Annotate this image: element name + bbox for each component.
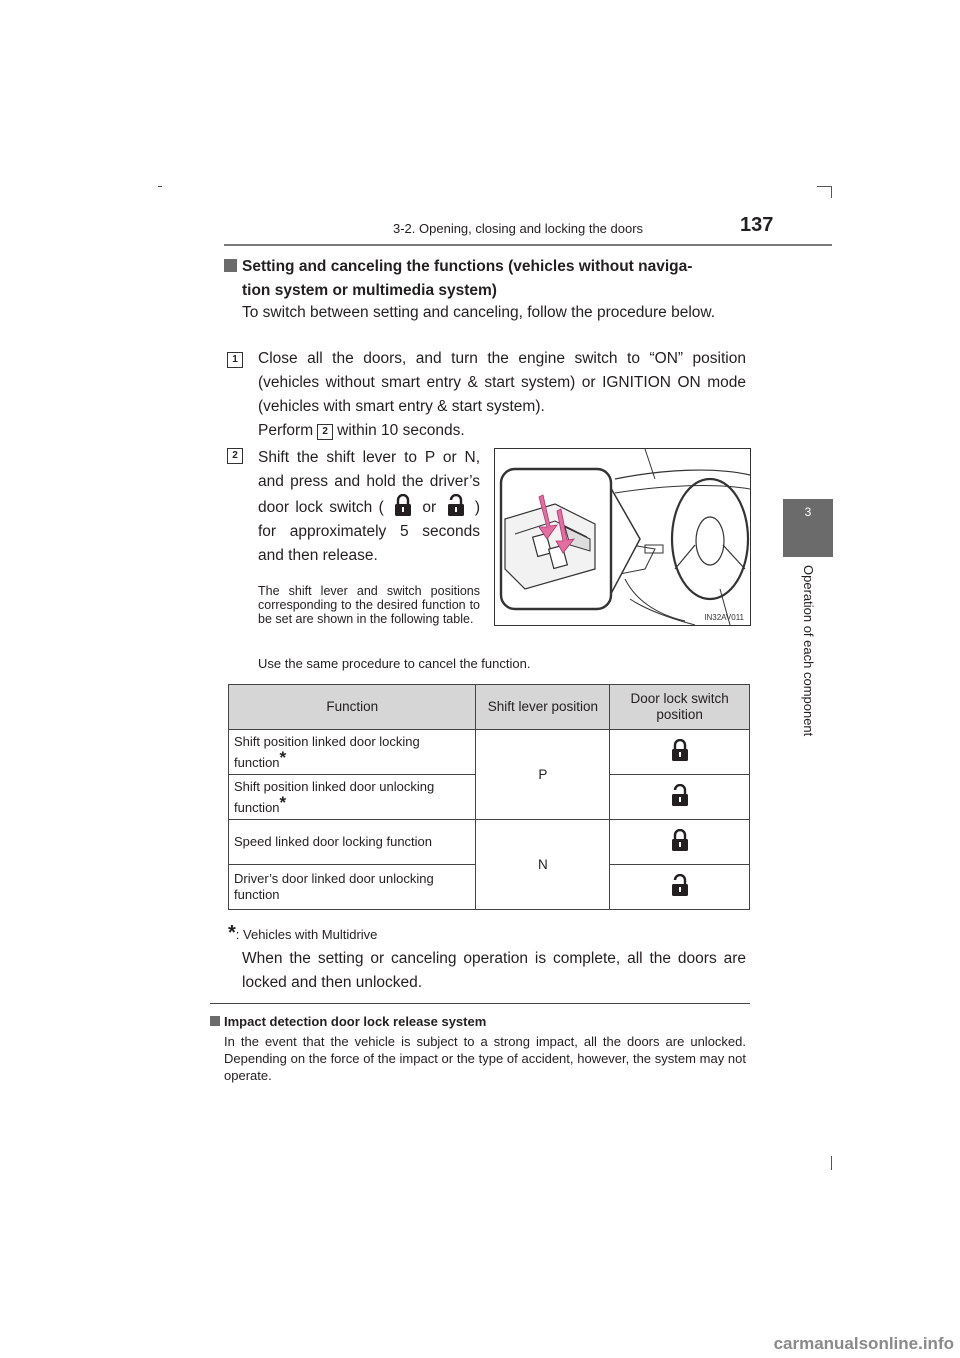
switch-cell	[610, 865, 750, 910]
step-2-text	[258, 446, 480, 568]
square-bullet-icon	[224, 259, 237, 272]
lock-icon	[394, 494, 412, 516]
section-heading	[224, 255, 746, 303]
section-divider	[210, 1003, 750, 1004]
crop-mark	[831, 1156, 832, 1170]
illustration-code: IN32AV011	[704, 613, 744, 622]
step-1-text	[258, 347, 746, 443]
square-bullet-icon	[210, 1016, 220, 1026]
function-name: Shift position linked door unlocking function	[234, 778, 435, 815]
lock-icon	[671, 829, 689, 851]
running-header: 3-2. Opening, closing and locking the doors	[393, 221, 644, 236]
perform-label: Perform	[258, 422, 314, 439]
info-title	[210, 1014, 486, 1029]
table-row	[229, 820, 750, 865]
function-cell	[229, 730, 476, 775]
shift-cell: N	[476, 820, 610, 910]
switch-cell	[610, 820, 750, 865]
footnote-star: *	[279, 747, 287, 767]
chapter-number: 3	[804, 505, 812, 519]
completion-paragraph: When the setting or canceling operation is complete, all the doors are locked and then unlocked.	[242, 950, 746, 991]
switch-cell	[610, 775, 750, 820]
function-cell	[229, 820, 476, 865]
footnote-text: : Vehicles with Multidrive	[235, 927, 378, 942]
page-number: 137	[740, 214, 774, 236]
step-2-instruction-a: Shift the shift lever to P or N, and press and hold the driver’s door lock switch (	[258, 449, 480, 516]
switch-cell	[610, 730, 750, 775]
watermark: carmanualsonline.info	[773, 1334, 954, 1353]
unlock-icon	[671, 784, 689, 806]
info-paragraph: In the event that the vehicle is subject to a strong impact, all the doors are unlocked. Depending on the force of the impact or the type of accident, however, the system may not operate.	[224, 1034, 746, 1083]
or-text: or	[422, 499, 437, 516]
function-cell	[229, 775, 476, 820]
heading-line-2: tion system or multimedia system)	[242, 282, 497, 299]
heading-line-1: Setting and canceling the functions (vehicles without naviga-	[242, 258, 693, 275]
function-cell	[229, 865, 476, 910]
car-interior-drawing	[495, 449, 750, 625]
table-row	[229, 730, 750, 775]
cancel-note: Use the same procedure to cancel the function.	[258, 656, 531, 671]
step-1-instruction: Close all the doors, and turn the engine switch to “ON” position (vehicles without smart entry & start system) or IGNITION ON mode (vehicles with smart entry & start system).	[258, 350, 746, 415]
step-reference-badge: 2	[317, 424, 333, 440]
function-table	[228, 684, 750, 910]
function-name: Driver’s door linked door unlocking function	[234, 871, 434, 902]
perform-time: within 10 seconds.	[337, 422, 465, 439]
unlock-icon	[447, 494, 465, 516]
step-badge-2: 2	[227, 448, 243, 464]
step-badge-1: 1	[227, 352, 243, 368]
door-switch-illustration	[494, 448, 751, 626]
crop-mark	[158, 186, 162, 187]
function-name: Shift position linked door locking function	[234, 733, 420, 770]
shift-cell: P	[476, 730, 610, 820]
column-header-function: Function	[229, 685, 476, 730]
info-title-text: Impact detection door lock release system	[224, 1014, 487, 1029]
table-footnote	[228, 922, 377, 945]
lock-icon	[671, 739, 689, 761]
step-2-instruction-b: ) for approximately 5 seconds and then release.	[258, 499, 481, 564]
crop-mark	[831, 186, 832, 198]
function-name: Speed linked door locking function	[234, 834, 433, 849]
intro-paragraph: To switch between setting and canceling, follow the procedure below.	[242, 304, 716, 321]
column-header-shift-lever: Shift lever position	[476, 685, 610, 730]
column-header-door-lock-switch: Door lock switch position	[610, 685, 750, 730]
table-header-row	[229, 685, 750, 730]
header-rule	[224, 244, 832, 246]
chapter-tab	[783, 499, 833, 557]
footnote-star: *	[279, 792, 287, 812]
unlock-icon	[671, 874, 689, 896]
step-2-note: The shift lever and switch positions corresponding to the desired function to be set are shown in the following table.	[258, 584, 480, 626]
crop-mark	[817, 186, 832, 187]
footnote-mark: *	[228, 922, 236, 944]
chapter-label: Operation of each component	[801, 565, 816, 737]
